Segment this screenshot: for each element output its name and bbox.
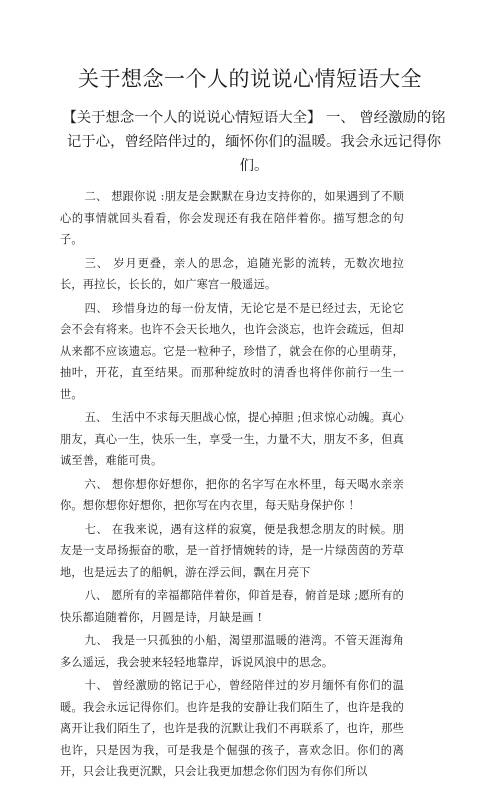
paragraph: 六、 想你想你好想你，把你的名字写在水杯里，每天喝水亲亲你。想你想你好想你，把你写在内衣里，每天贴身保护你 ！ bbox=[60, 477, 404, 512]
paragraph: 五、 生活中不求每天胆战心惊，提心掉胆 ;但求惊心动魄。真心朋友，真心一生，快乐一生，享受一生，力量不大，朋友不多，但真诚至善，难能可贵。 bbox=[60, 411, 404, 467]
paragraph: 三、 岁月更叠，亲人的思念，追随光影的流转，无数次地拉长，再拉长，长长的，如广寒宫一般遥远。 bbox=[60, 256, 404, 291]
paragraph: 七、 在我来说，遇有这样的寂寞，便是我想念朋友的时候。朋友是一支昂扬振奋的歌，是一首抒情婉转的诗，是一片绿茵茵的芳草地，也是远去了的船帆，游在浮云间，飘在月亮下 bbox=[60, 522, 404, 579]
paragraph: 十、 曾经激励的铭记于心，曾经陪伴过的岁月缅怀有你们的温暖。我会永远记得你们。也许是我的安静让我们陌生了，也许是我的离开让我们陌生了，也许是我的沉默让我们不再联系了，也许，那些也许，只是因为我，可是我是个倔强的孩子，喜欢念旧。你们的离开，只会让我更沉默，只会让我更加想念你们因为有你们所以 bbox=[60, 679, 404, 778]
paragraph: 八、 愿所有的幸福都陪伴着你，仰首是春，俯首是球 ;愿所有的快乐都追随着你，月圆是诗，月缺是画 ! bbox=[60, 589, 404, 624]
article-body bbox=[60, 186, 404, 785]
paragraph: 二、 想跟你说 :朋友是会默默在身边支持你的，如果遇到了不顺心的事情就回头看看，你会发现还有我在陪伴着你。描写想念的句子。 bbox=[60, 190, 404, 246]
intro-paragraph: 【关于想念一个人的说说心情短语大全】 一、 曾经激励的铭记于心，曾经陪伴过的，缅怀你们的温暖。我会永远记得你们。 bbox=[62, 110, 446, 174]
paragraph: 九、 我是一只孤独的小船，渴望那温暖的港湾。不管天涯海角多么遥远，我会驶来轻轻地靠岸，诉说风浪中的思念。 bbox=[60, 634, 404, 669]
paragraph: 四、 珍惜身边的每一份友情，无论它是不是已经过去，无论它会不会有将来。也许不会天长地久，也许会淡忘，也许会疏远，但却从来都不应该遗忘。它是一粒种子，珍惜了，就会在你的心里萌芽，抽叶，开花，直至结果。而那种绽放时的清香也将伴你前行一生一世。 bbox=[60, 301, 404, 401]
page-title: 关于想念一个人的说说心情短语大全 bbox=[78, 67, 422, 91]
